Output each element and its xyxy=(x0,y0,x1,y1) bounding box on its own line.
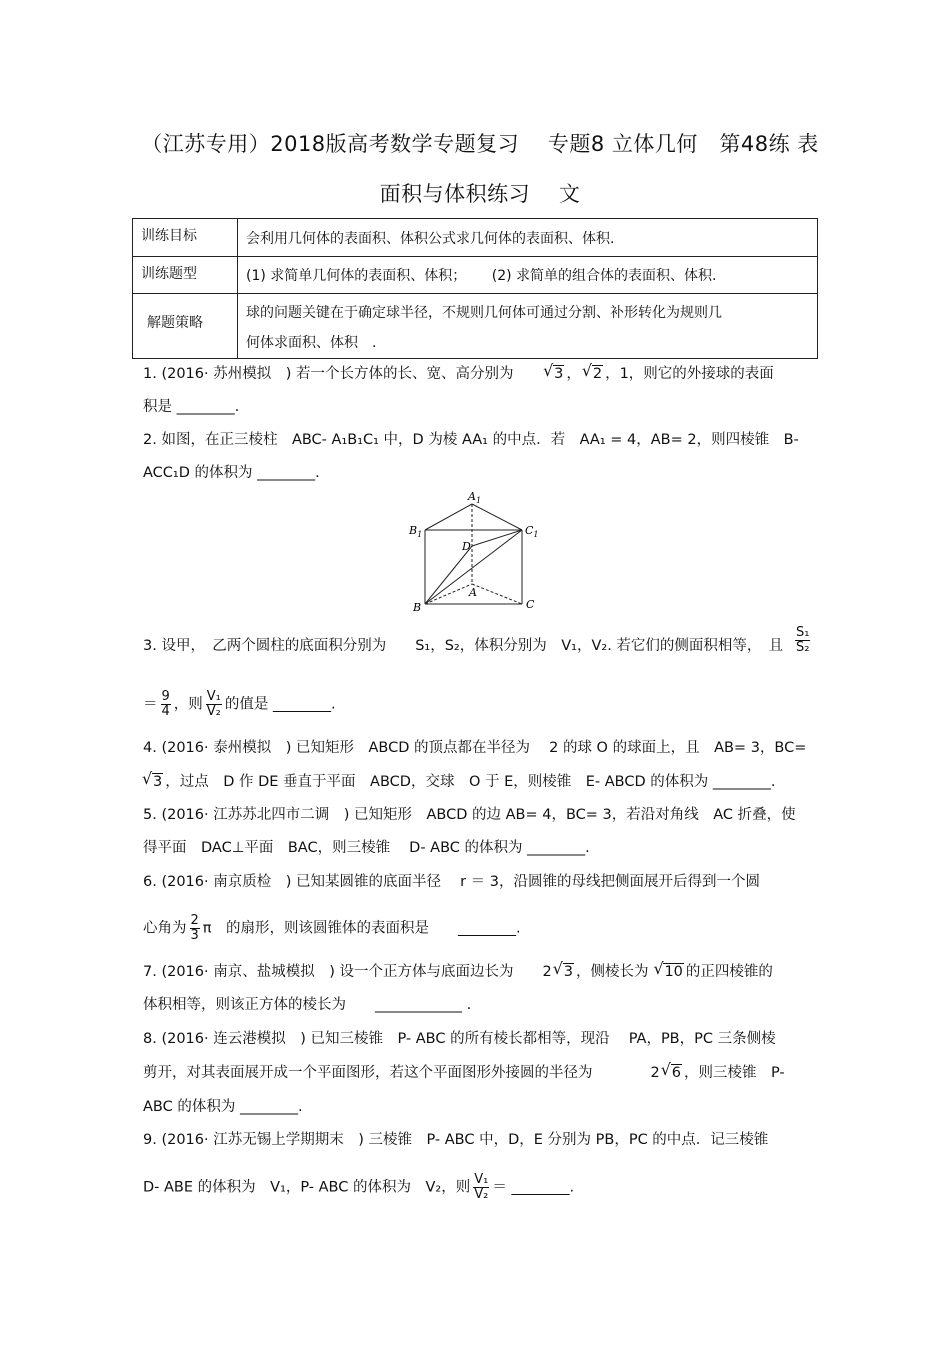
table-value: 会利用几何体的表面积、体积公式求几何体的表面积、体积. xyxy=(238,219,818,257)
fraction-S1-S2: $\frac{\text{S₁}}{\text{S₂}}$ xyxy=(796,625,810,655)
fraction-V1-V2: $\frac{\text{V₁}}{\text{V₂}}$ xyxy=(474,1172,489,1202)
edge-A1C1 xyxy=(472,504,522,530)
question-4-line1: 4. (2016· 泰州模拟 ) 已知矩形 ABCD 的顶点都在半径为 2 的球 O 的球面上，且 AB= 3，BC= xyxy=(143,740,807,756)
table-row xyxy=(133,219,818,257)
edge-DC1 xyxy=(472,530,522,546)
question-7-line1: 7. (2016· 南京、盐城模拟 ) 设一个正方体与底面边长为 2√ 3 ，侧棱长为√ 10 的正四棱锥的 xyxy=(143,962,820,982)
label-A1: $A_1$ xyxy=(468,490,482,505)
question-9-line1: 9. (2016· 江苏无锡上学期期末 ) 三棱锥 P- ABC 中，D，E 分别为 PB，PC 的中点．记三棱锥 xyxy=(143,1132,769,1148)
question-2-line1: 2. 如图，在正三棱柱 ABC- A₁B₁C₁ 中，D 为棱 AA₁ 的中点．若 AA₁ = 4，AB= 2，则四棱锥 B- xyxy=(143,432,799,448)
table-label: 训练题型 xyxy=(133,257,238,294)
edge-BD xyxy=(425,546,472,604)
table-value: (1) 求简单几何体的表面积、体积； (2) 求简单的组合体的表面积、体积. xyxy=(238,257,818,294)
page-title-line2: 面积与体积练习 文 xyxy=(379,182,581,206)
table-row xyxy=(133,294,818,359)
label-C: C xyxy=(526,598,535,611)
question-text: ，1，则它的外接球的表面 xyxy=(605,366,774,382)
table-label: 训练目标 xyxy=(133,219,238,257)
question-3-line2: ＝ $\frac{9}{4}$ ，则 $\frac{\text{V₁}}{\text{V₂}}$ 的值是 ________. xyxy=(143,689,336,719)
fraction-9-4: $\frac{9}{4}$ xyxy=(161,689,170,719)
question-7-line2: 体积相等，则该正方体的棱长为 ____________ . xyxy=(143,997,472,1013)
question-6-line2: 心角为 $\frac{2}{3}$ π 的扇形，则该圆锥体的表面积是 ________. xyxy=(143,913,521,943)
question-8-line2: 剪开，对其表面展开成一个平面图形，若这个平面图形外接圆的半径为 2√ 6 ，则三棱锥 P- xyxy=(143,1063,820,1083)
table-row xyxy=(133,257,818,294)
question-5-line2: 得平面 DAC⊥平面 BAC，则三棱锥 D- ABC 的体积为 ________. xyxy=(143,840,590,856)
edge-BA-hidden xyxy=(425,584,472,604)
question-2-line2: ACC₁D 的体积为 ________. xyxy=(143,465,320,481)
table-value-line1: 球的问题关键在于确定球半径，不规则几何体可通过分割、补形转化为规则几 xyxy=(246,305,722,321)
label-A: A xyxy=(469,586,477,599)
question-1-line1: 1. (2016· 苏州模拟 ) 若一个长方体的长、宽、高分别为 √ 3 ，√ 2 ，1，则它的外接球的表面 xyxy=(143,364,820,384)
label-D: D xyxy=(462,540,471,553)
sqrt-expression: √ 10 xyxy=(654,962,683,982)
question-4-line2: √ 3 ，过点 D 作 DE 垂直于平面 ABCD，交球 O 于 E，则棱锥 E- ABCD 的体积为 ________. xyxy=(143,772,820,792)
label-B: B xyxy=(413,601,422,614)
question-3-line1 xyxy=(143,636,820,656)
sqrt-expression: √ 6 xyxy=(662,1063,682,1083)
question-8-line1: 8. (2016· 连云港模拟 ) 已知三棱锥 P- ABC 的所有棱长都相等，现沿 PA，PB，PC 三条侧棱 xyxy=(143,1031,776,1047)
info-table xyxy=(132,218,818,359)
fraction-2-3: $\frac{2}{3}$ xyxy=(190,913,199,943)
question-text: 1. (2016· 苏州模拟 ) 若一个长方体的长、宽、高分别为 xyxy=(143,366,514,382)
sqrt-expression: √ 3 xyxy=(143,772,163,792)
question-5-line1: 5. (2016· 江苏苏北四市二调 ) 已知矩形 ABCD 的边 AB= 4，BC= 3，若沿对角线 AC 折叠，使 xyxy=(143,807,796,823)
page-title-line1: （江苏专用）2018版高考数学专题复习 专题8 立体几何 第48练 表 xyxy=(141,132,819,156)
prism-figure xyxy=(400,488,550,616)
sqrt-expression: √ 2 xyxy=(583,364,603,384)
label-B1: $B_1$ xyxy=(409,524,423,539)
question-1-line2: 积是 ________. xyxy=(143,399,240,415)
table-label: 解题策略 xyxy=(133,294,238,359)
table-value xyxy=(238,294,818,359)
edge-AC-hidden xyxy=(472,584,522,604)
question-8-line3: ABC 的体积为 ________. xyxy=(143,1099,303,1115)
table-value-line2: 何体求面积、体积 . xyxy=(246,335,377,351)
fraction-V1-V2: $\frac{\text{V₁}}{\text{V₂}}$ xyxy=(206,689,221,719)
question-6-line1: 6. (2016· 南京质检 ) 已知某圆锥的底面半径 r ＝ 3，沿圆锥的母线把侧面展开后得到一个圆 xyxy=(143,874,760,890)
label-C1: $C_1$ xyxy=(525,524,539,539)
question-9-line2: D- ABE 的体积为 V₁，P- ABC 的体积为 V₂，则 $\frac{\text{V₁}}{\text{V₂}}$ ＝ ________. xyxy=(143,1172,575,1202)
question-text: 3. 设甲， 乙两个圆柱的底面积分别为 S₁，S₂，体积分别为 V₁，V₂. 若它们的侧面积相等， 且 xyxy=(143,638,784,654)
sqrt-expression: √ 3 xyxy=(554,962,574,982)
edge-B1A1 xyxy=(425,504,472,530)
sqrt-expression: √ 3 xyxy=(544,364,564,384)
